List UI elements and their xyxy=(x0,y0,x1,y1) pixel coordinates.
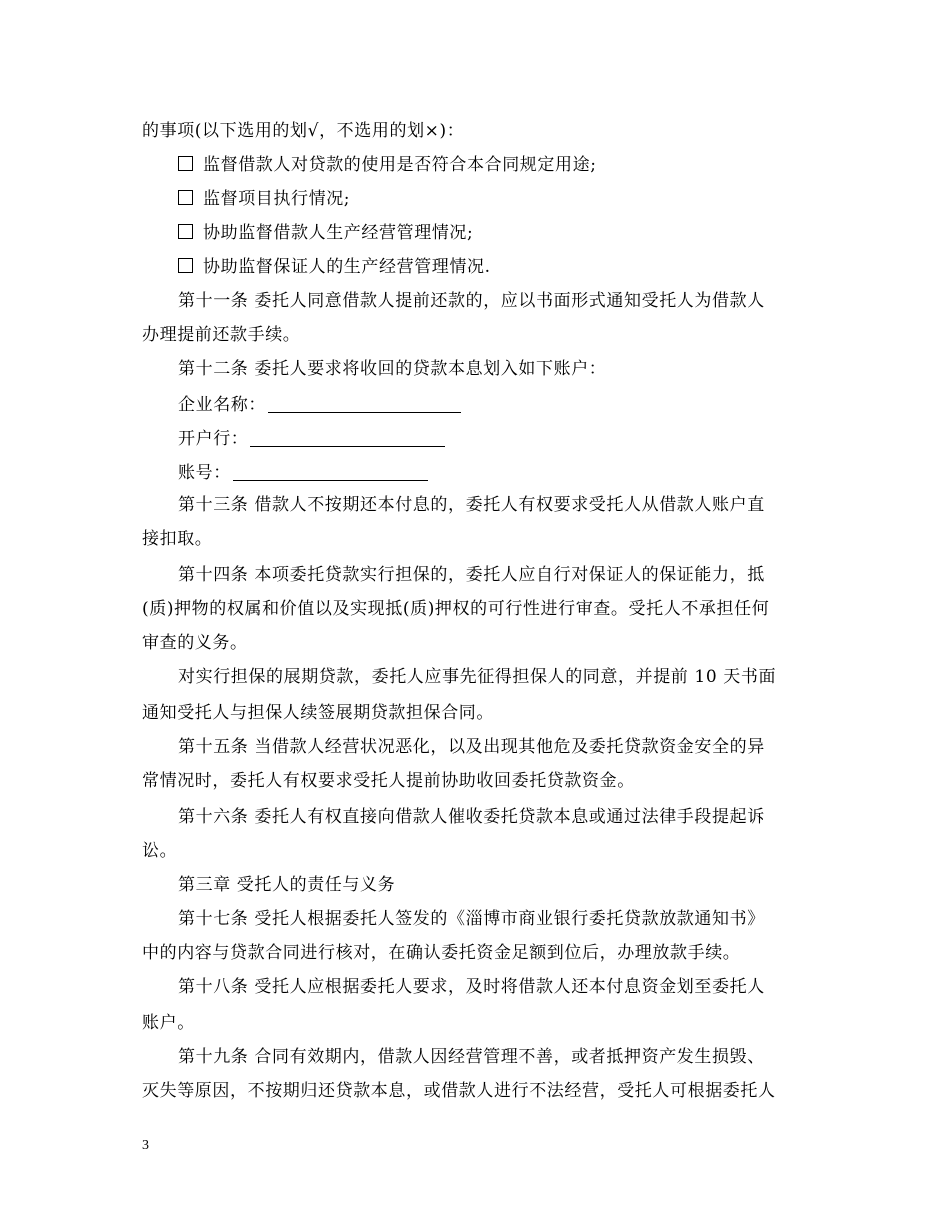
text-line: 通知受托人与担保人续签展期贷款担保合同。 xyxy=(142,703,494,723)
text-line: 对实行担保的展期贷款，委托人应事先征得担保人的同意，并提前 10 天书面 xyxy=(178,667,777,687)
text-line: 接扣取。 xyxy=(142,529,213,549)
article-13: 第十三条 借款人不按期还本付息的，委托人有权要求受托人从借款人账户直 xyxy=(178,495,765,515)
text-line: 常情况时，委托人有权要求受托人提前协助收回委托贷款资金。 xyxy=(142,771,635,791)
company-name-blank[interactable] xyxy=(268,396,461,413)
text-line: 的事项(以下选用的划√，不选用的划×)： xyxy=(142,121,465,141)
text-line: 灭失等原因，不按期归还贷款本息，或借款人进行不法经营，受托人可根据委托人 xyxy=(142,1081,776,1101)
bank-blank[interactable] xyxy=(250,430,445,447)
checkbox-icon[interactable] xyxy=(178,224,193,239)
checkbox-item: 监督项目执行情况; xyxy=(178,188,858,210)
account-blank[interactable] xyxy=(233,464,428,481)
page-number: 3 xyxy=(142,1138,149,1153)
article-17: 第十七条 受托人根据委托人签发的《淄博市商业银行委托贷款放款通知书》 xyxy=(178,909,765,929)
text-line: 审查的义务。 xyxy=(142,633,248,653)
checkbox-item: 协助监督保证人的生产经营管理情况. xyxy=(178,256,858,278)
company-name-field: 企业名称： xyxy=(178,394,858,416)
checkbox-item: 协助监督借款人生产经营管理情况; xyxy=(178,222,858,244)
article-18: 第十八条 受托人应根据委托人要求，及时将借款人还本付息资金划至委托人 xyxy=(178,977,765,997)
checkbox-item: 监督借款人对贷款的使用是否符合本合同规定用途; xyxy=(178,154,858,176)
article-14: 第十四条 本项委托贷款实行担保的，委托人应自行对保证人的保证能力，抵 xyxy=(178,565,765,585)
text-line: 账户。 xyxy=(142,1013,195,1033)
checkbox-icon[interactable] xyxy=(178,190,193,205)
text-line: 中的内容与贷款合同进行核对，在确认委托资金足额到位后，办理放款手续。 xyxy=(142,943,741,963)
account-field: 账号： xyxy=(178,462,858,484)
text-line: 办理提前还款手续。 xyxy=(142,325,301,345)
article-15: 第十五条 当借款人经营状况恶化，以及出现其他危及委托贷款资金安全的异 xyxy=(178,737,765,757)
article-19: 第十九条 合同有效期内，借款人因经营管理不善，或者抵押资产发生损毁、 xyxy=(178,1047,765,1067)
article-12: 第十二条 委托人要求将收回的贷款本息划入如下账户： xyxy=(178,359,607,379)
chapter-heading: 第三章 受托人的责任与义务 xyxy=(178,875,396,895)
article-16: 第十六条 委托人有权直接向借款人催收委托贷款本息或通过法律手段提起诉 xyxy=(178,807,765,827)
article-11: 第十一条 委托人同意借款人提前还款的，应以书面形式通知受托人为借款人 xyxy=(178,291,765,311)
checkbox-icon[interactable] xyxy=(178,258,193,273)
text-line: (质)押物的权属和价值以及实现抵(质)押权的可行性进行审查。受托人不承担任何 xyxy=(142,599,770,619)
bank-field: 开户行： xyxy=(178,428,858,450)
text-line: 讼。 xyxy=(142,841,178,861)
checkbox-icon[interactable] xyxy=(178,156,193,171)
